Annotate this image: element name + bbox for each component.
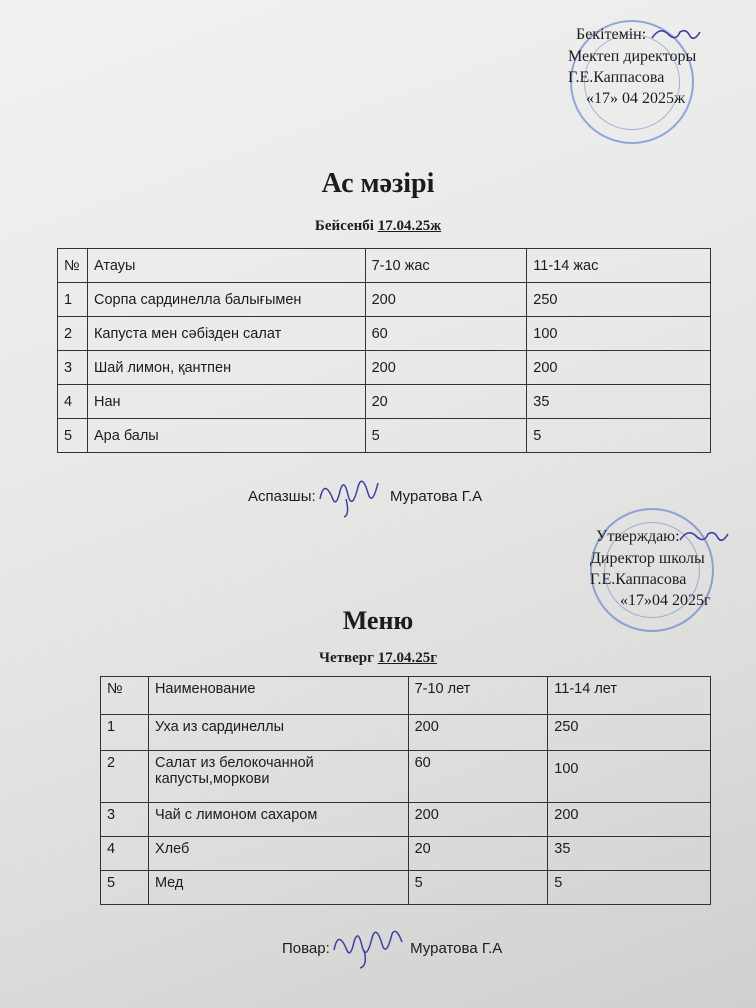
table-cell: 5 [548,871,711,905]
table-cell: 200 [365,351,527,385]
table-cell: 3 [58,351,88,385]
director-signature-kz [650,24,702,46]
cook-signature-ru [330,920,410,970]
table-row [101,751,711,803]
table-cell: 2 [58,317,88,351]
approve-date: «17»04 2025г [620,592,711,610]
approve-position: Директор школы [590,550,705,568]
table-row [101,803,711,837]
header-cell: № [58,249,88,283]
table-cell: 35 [548,837,711,871]
table-cell: Мед [148,871,408,905]
menu-subtitle-ru [0,650,756,667]
table-cell: Хлеб [148,837,408,871]
table-cell: Нан [87,385,365,419]
header-cell: 7-10 лет [408,677,548,715]
table-cell: 5 [58,419,88,453]
table-cell: 200 [527,351,711,385]
table-row [101,715,711,751]
table-row [101,871,711,905]
table-cell: 2 [101,751,149,803]
header-cell: № [101,677,149,715]
table-cell: 250 [527,283,711,317]
table-header-row [58,249,711,283]
cook-label: Аспазшы: [248,488,316,505]
menu-title-ru: Меню [342,606,414,635]
table-cell: 60 [408,751,548,803]
table-cell: 5 [365,419,527,453]
header-cell: Атауы [87,249,365,283]
table-row [58,419,711,453]
approve-label: Утверждаю: [596,528,680,545]
weekday: Бейсенбі [314,218,374,234]
table-cell: 4 [101,837,149,871]
table-cell: 200 [365,283,527,317]
table-cell: Салат из белокочанной капусты,моркови [148,751,408,803]
table-cell: Шай лимон, қантпен [87,351,365,385]
table-cell: 250 [548,715,711,751]
table-cell: 200 [408,715,548,751]
table-cell: 100 [548,751,711,803]
table-cell: Чай с лимоном сахаром [148,803,408,837]
header-cell: 7-10 жас [365,249,527,283]
table-cell: Сорпа сардинелла балығымен [87,283,365,317]
cook-name: Муратова Г.А [390,488,483,505]
approve-position: Мектеп директоры [568,48,697,66]
table-cell: Капуста мен сәбізден салат [87,317,365,351]
header-cell: 11-14 лет [548,677,711,715]
menu-subtitle-kz [0,218,756,235]
table-cell: 4 [58,385,88,419]
table-cell: 200 [548,803,711,837]
menu-date: 17.04.25г [377,650,437,666]
header-cell: Наименование [148,677,408,715]
table-cell: 200 [408,803,548,837]
table-row [58,317,711,351]
table-cell: 5 [408,871,548,905]
menu-table-kz [57,248,711,453]
table-cell: 20 [408,837,548,871]
weekday: Четверг [318,650,374,666]
table-cell: 35 [527,385,711,419]
cook-signature-line-kz [248,488,482,505]
table-cell: 5 [527,419,711,453]
table-row [101,837,711,871]
table-cell: 20 [365,385,527,419]
approve-name: Г.Е.Каппасова [590,571,687,589]
table-cell: 5 [101,871,149,905]
approve-date: «17» 04 2025ж [586,90,686,108]
table-cell: 60 [365,317,527,351]
table-row [58,385,711,419]
table-cell: 100 [527,317,711,351]
menu-table-ru [100,676,711,905]
approval-block-ru [590,526,750,611]
approve-label: Бекітемін: [576,26,647,43]
approve-name: Г.Е.Каппасова [568,69,665,87]
table-cell: 3 [101,803,149,837]
approval-block-kz [568,24,748,109]
table-cell: Ара балы [87,419,365,453]
cook-signature-line-ru [282,940,502,957]
cook-signature-kz [316,469,388,519]
director-signature-ru [678,526,730,548]
table-row [58,283,711,317]
table-cell: Уха из сардинеллы [148,715,408,751]
menu-title-kz: Ас мәзірі [321,168,435,199]
cook-label: Повар: [282,940,330,957]
menu-date: 17.04.25ж [377,218,442,234]
table-cell: 1 [58,283,88,317]
header-cell: 11-14 жас [527,249,711,283]
table-row [58,351,711,385]
table-cell: 1 [101,715,149,751]
table-header-row [101,677,711,715]
cook-name: Муратова Г.А [410,940,503,957]
